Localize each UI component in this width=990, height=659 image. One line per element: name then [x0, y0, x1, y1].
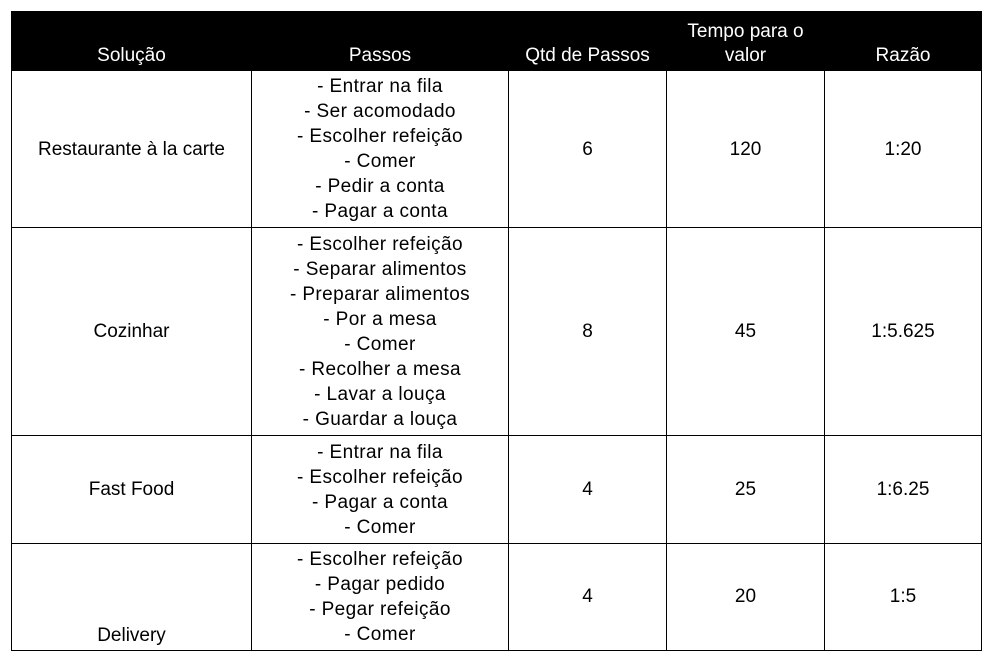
- step-item: - Comer: [344, 151, 416, 172]
- header-qtd-passos: Qtd de Passos: [509, 12, 667, 71]
- step-item: - Comer: [344, 516, 416, 538]
- step-item: - Pegar refeição: [309, 599, 451, 620]
- header-razao: Razão: [825, 12, 982, 71]
- cell-razao: [825, 544, 982, 651]
- step-item: - Preparar alimentos: [289, 283, 471, 305]
- cell-solucao: Cozinhar: [12, 228, 252, 436]
- cell-qtd-value: 4: [582, 586, 593, 607]
- step-item: - Pagar pedido: [314, 574, 446, 595]
- cell-razao: 1:20: [825, 71, 982, 228]
- cell-qtd: 6: [509, 71, 667, 228]
- step-item: - Por a mesa: [323, 308, 437, 330]
- step-item: - Pagar a conta: [312, 491, 448, 513]
- step-item: - Escolher refeição: [296, 126, 463, 147]
- step-item: - Comer: [344, 333, 416, 355]
- cell-solucao: Fast Food: [12, 436, 252, 544]
- table-body: [12, 71, 982, 651]
- header-row: [12, 12, 982, 71]
- cell-solucao: Delivery: [12, 544, 252, 651]
- cell-passos: [252, 544, 509, 651]
- step-item: - Entrar na fila: [317, 441, 443, 463]
- table-row: [12, 436, 982, 544]
- header-passos: Passos: [252, 12, 509, 71]
- comparison-table: [11, 11, 982, 651]
- cell-qtd: 8: [509, 228, 667, 436]
- cell-passos: [252, 436, 509, 544]
- cell-razao: 1:5.625: [825, 228, 982, 436]
- step-item: - Comer: [344, 624, 416, 645]
- step-item: - Pagar a conta: [312, 201, 448, 222]
- cell-passos: [252, 228, 509, 436]
- table-row: [12, 228, 982, 436]
- cell-tempo: 25: [667, 436, 825, 544]
- cell-qtd: [509, 544, 667, 651]
- cell-tempo-value: 20: [734, 586, 757, 607]
- step-item: - Recolher a mesa: [298, 358, 462, 380]
- cell-tempo: 120: [667, 71, 825, 228]
- cell-qtd: 4: [509, 436, 667, 544]
- step-item: - Escolher refeição: [296, 549, 463, 570]
- table-header: [12, 12, 982, 71]
- step-item: - Entrar na fila: [317, 76, 443, 97]
- step-item: - Lavar a louça: [314, 383, 446, 405]
- table-row: [12, 544, 982, 651]
- step-item: - Escolher refeição: [296, 233, 463, 255]
- header-solucao: Solução: [12, 12, 252, 71]
- step-item: - Pedir a conta: [315, 176, 445, 197]
- cell-solucao: Restaurante à la carte: [12, 71, 252, 228]
- cell-passos: [252, 71, 509, 228]
- step-item: - Separar alimentos: [293, 258, 467, 280]
- table-row: [12, 71, 982, 228]
- header-tempo-valor: Tempo para o valor: [667, 12, 825, 71]
- step-item: - Escolher refeição: [296, 466, 463, 488]
- step-item: - Ser acomodado: [304, 101, 456, 122]
- cell-razao-value: 1:5: [889, 586, 917, 607]
- cell-tempo: [667, 544, 825, 651]
- cell-razao: 1:6.25: [825, 436, 982, 544]
- cell-tempo: 45: [667, 228, 825, 436]
- step-item: - Guardar a louça: [302, 408, 458, 430]
